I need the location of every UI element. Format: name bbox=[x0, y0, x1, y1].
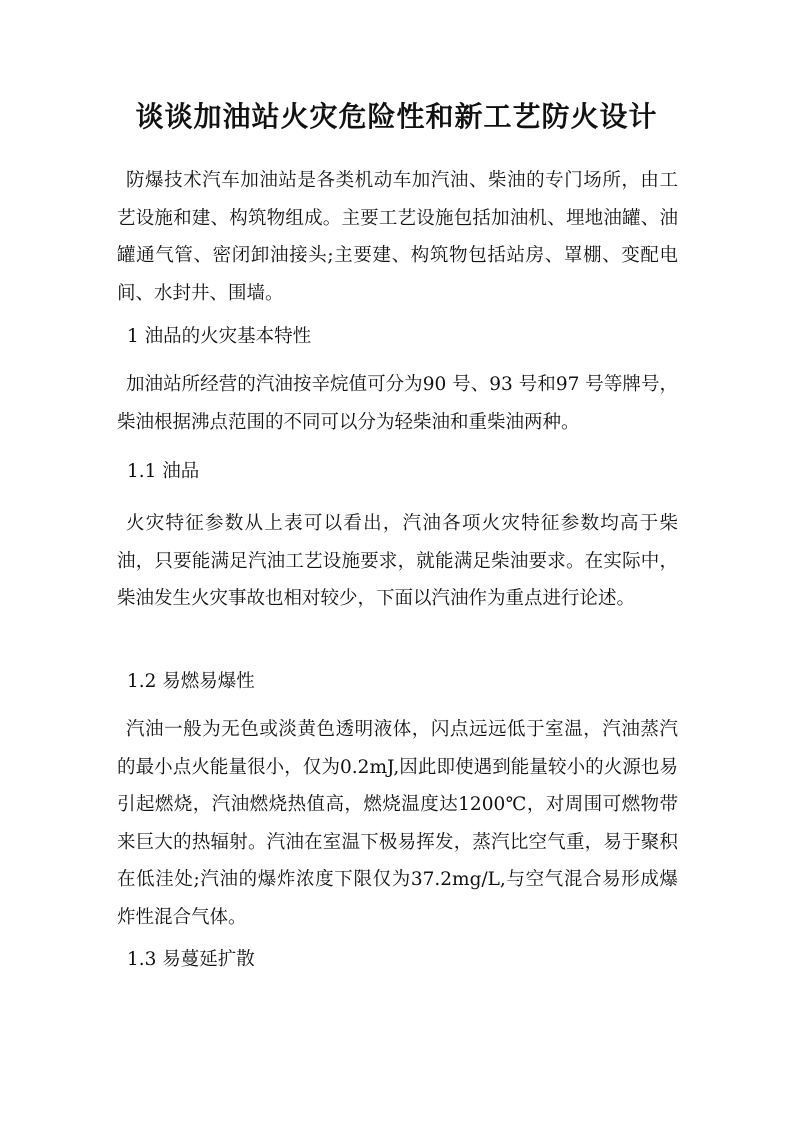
section-1-1-paragraph: 火灾特征参数从上表可以看出，汽油各项火灾特征参数均高于柴油，只要能满足汽油工艺设施要求，就能满足柴油要求。在实际中，柴油发生火灾事故也相对较少，下面以汽油作为重点进行论述。 bbox=[117, 513, 678, 609]
section-1-paragraph: 加油站所经营的汽油按辛烷值可分为90 号、93 号和97 号等牌号，柴油根据沸点范围的不同可以分为轻柴油和重柴油两种。 bbox=[117, 374, 678, 433]
section-1-3-heading: 1.3 易蔓延扩散 bbox=[127, 949, 255, 970]
section-1-1-heading: 1.1 油品 bbox=[127, 461, 200, 482]
intro-paragraph: 防爆技术汽车加油站是各类机动车加汽油、柴油的专门场所，由工艺设施和建、构筑物组成。主要工艺设施包括加油机、埋地油罐、油罐通气管、密闭卸油接头;主要建、构筑物包括站房、罩棚、变配电间、水封井、围墙。 bbox=[117, 170, 678, 304]
section-1-heading: 1 油品的火灾基本特性 bbox=[127, 326, 312, 347]
document-title: 谈谈加油站火灾危险性和新工艺防火设计 bbox=[135, 100, 658, 133]
section-1-2-paragraph: 汽油一般为无色或淡黄色透明液体，闪点远远低于室温，汽油蒸汽的最小点火能量很小，仅为0.2mJ,因此即使遇到能量较小的火源也易引起燃烧，汽油燃烧热值高，燃烧温度达1200℃，对周围可燃物带来巨大的热辐射。汽油在室温下极易挥发，蒸汽比空气重，易于聚积在低洼处;汽油的爆炸浓度下限仅为37.2mg/L,与空气混合易形成爆炸性混合气体。 bbox=[117, 719, 678, 928]
section-1-2-heading: 1.2 易燃易爆性 bbox=[127, 671, 255, 692]
